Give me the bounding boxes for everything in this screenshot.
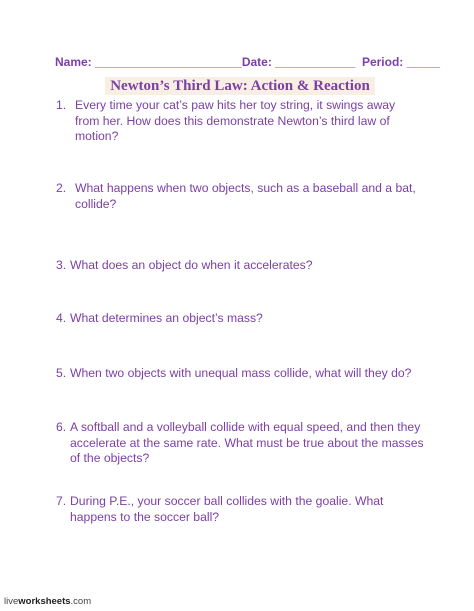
question-text: When two objects with unequal mass collide, what will they do? [70, 366, 412, 380]
period-field-label[interactable]: Period: _____ [361, 55, 440, 69]
date-field-label[interactable]: Date: ____________ [241, 55, 356, 69]
question-text: What determines an object’s mass? [70, 311, 263, 325]
question-number: 4. [56, 311, 67, 325]
question-number: 5. [56, 366, 67, 380]
question-text: Every time your cat’s paw hits her toy string, it swings away from her. How does this demonstrate Newton’s third law of motion? [75, 98, 396, 143]
student-info-line [55, 55, 440, 69]
question-number: 2. [56, 181, 67, 195]
question-number: 1. [56, 98, 67, 112]
worksheet-title: Newton’s Third Law: Action & Reaction [105, 77, 375, 95]
site-watermark[interactable] [4, 596, 91, 607]
question-number: 3. [56, 258, 67, 272]
question-text: During P.E., your soccer ball collides with the goalie. What happens to the soccer ball? [70, 494, 384, 524]
question-text: What happens when two objects, such as a baseball and a bat, collide? [75, 181, 416, 211]
brand-bold: worksheets [18, 596, 71, 607]
brand-tail: .com [70, 596, 92, 607]
question-number: 6. [56, 420, 67, 434]
brand-light: live [4, 596, 19, 607]
name-field-label[interactable]: Name: ______________________ [55, 55, 242, 69]
question-text: A softball and a volleyball collide with equal speed, and then they accelerate at the same rate. What must be true about the masses of the objects? [70, 420, 424, 465]
question-number: 7. [56, 494, 67, 508]
question-text: What does an object do when it accelerates? [70, 258, 313, 272]
